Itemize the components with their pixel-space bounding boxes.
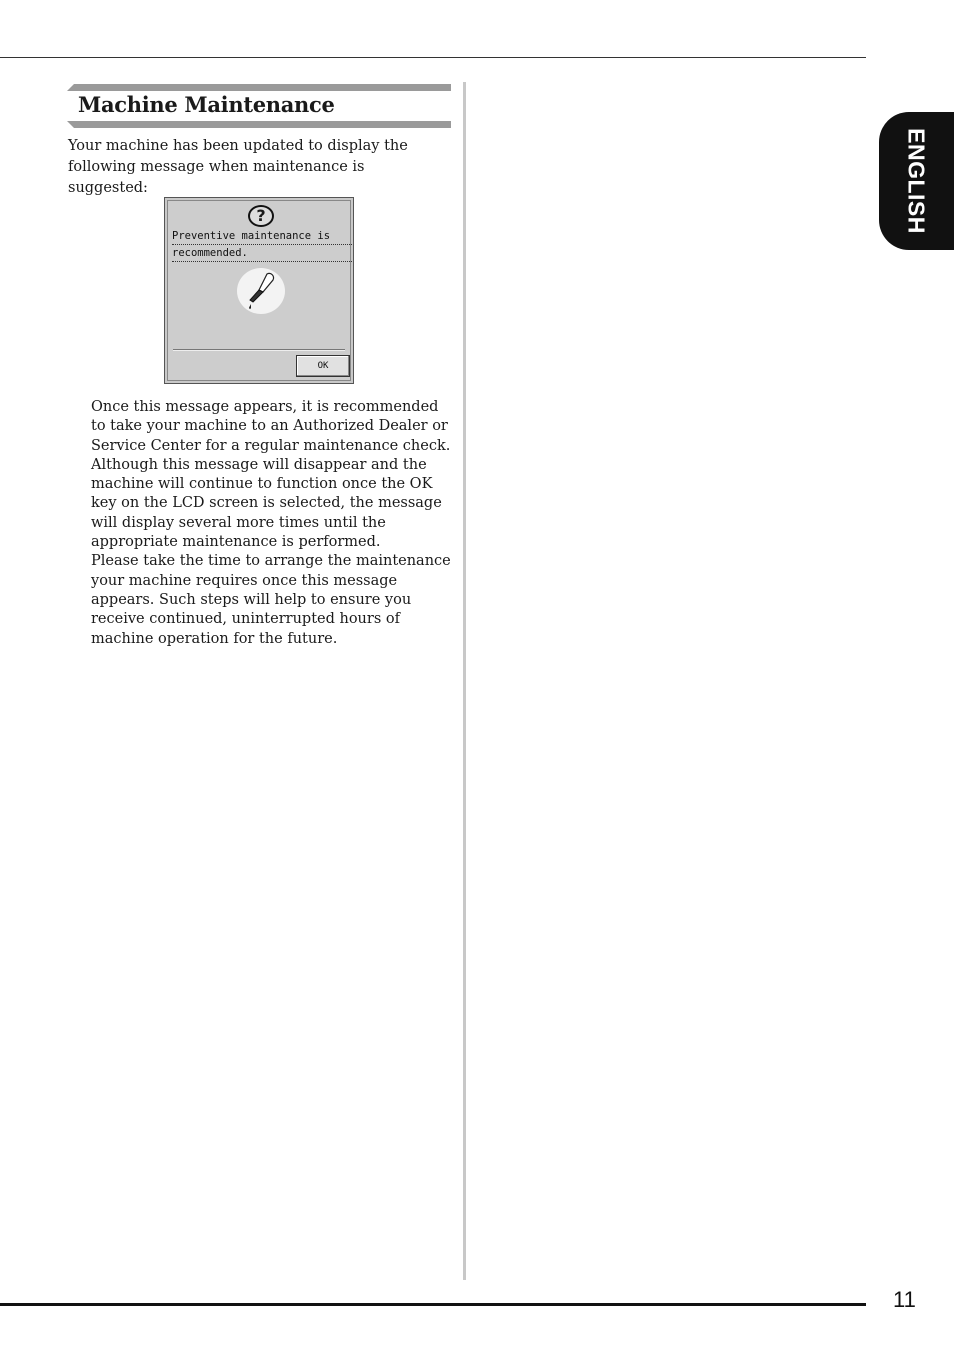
section-heading (67, 84, 451, 128)
heading-bar-top (67, 84, 451, 91)
lcd-separator (173, 349, 345, 351)
page-number: 11 (893, 1287, 916, 1312)
column-divider (463, 82, 466, 1280)
lcd-screen-illustration (164, 197, 354, 384)
paragraph-2: Please take the time to arrange the maintenance your machine requires once this message appears. Such steps will help to ensure you receive continued, uninterrupted hours of machine operation for the future. (91, 553, 451, 647)
heading-bar-bottom (67, 121, 451, 128)
lcd-message-line-1: Preventive maintenance is (172, 228, 352, 245)
section-title: Machine Maintenance (78, 92, 335, 117)
lcd-screen-panel (167, 200, 351, 381)
ok-button[interactable]: OK (296, 355, 350, 377)
top-rule (0, 57, 866, 58)
language-tab (879, 112, 954, 250)
help-icon: ? (248, 205, 274, 227)
intro-text: Your machine has been updated to display the following message when maintenance is suggested: (68, 138, 408, 196)
bottom-rule (0, 1303, 866, 1306)
language-tab-label: ENGLISH (903, 128, 930, 234)
paragraph-1: Once this message appears, it is recommended to take your machine to an Authorized Dealer or Service Center for a regular maintenance check. Although this message will disappear and the machine will continue to function once the OK key on the LCD screen is selected, the message will display several more times until the appropriate maintenance is performed. (91, 399, 451, 551)
body-text (91, 398, 453, 649)
maintenance-tool-icon (237, 268, 285, 314)
lcd-message-line-2: recommended. (172, 245, 352, 262)
